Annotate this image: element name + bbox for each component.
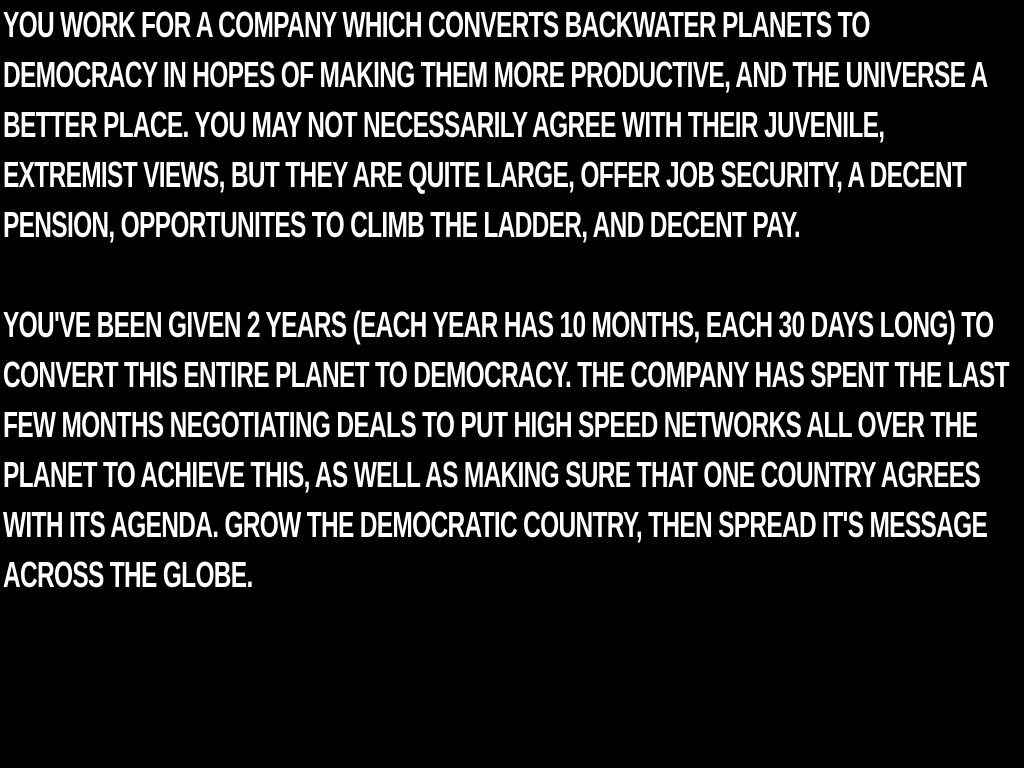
intro-story [3,0,1021,600]
intro-paragraph-2: YOU'VE BEEN GIVEN 2 YEARS (EACH YEAR HAS 10 MONTHS, EACH 30 DAYS LONG) TO CONVERT THIS ENTIRE PLANET TO DEMOCRACY. THE COMPANY HAS SPENT THE LAST FEW MONTHS NEGOTIATING DEALS TO PUT HIGH SPEED NETWORKS ALL OVER THE PLANET TO ACHIEVE THIS, AS WELL AS MAKING SURE THAT ONE COUNTRY AGREES WITH ITS AGENDA. GROW THE DEMOCRATIC COUNTRY, THEN SPREAD IT'S MESSAGE ACROSS THE GLOBE. [3,304,1009,595]
intro-paragraph-1: YOU WORK FOR A COMPANY WHICH CONVERTS BACKWATER PLANETS TO DEMOCRACY IN HOPES OF MAKING THEM MORE PRODUCTIVE, AND THE UNIVERSE A BETTER PLACE. YOU MAY NOT NECESSARILY AGREE WITH THEIR JUVENILE, EXTREMIST VIEWS, BUT THEY ARE QUITE LARGE, OFFER JOB SECURITY, A DECENT PENSION, OPPORTUNITES TO CLIMB THE LADDER, AND DECENT PAY. [3,4,987,245]
